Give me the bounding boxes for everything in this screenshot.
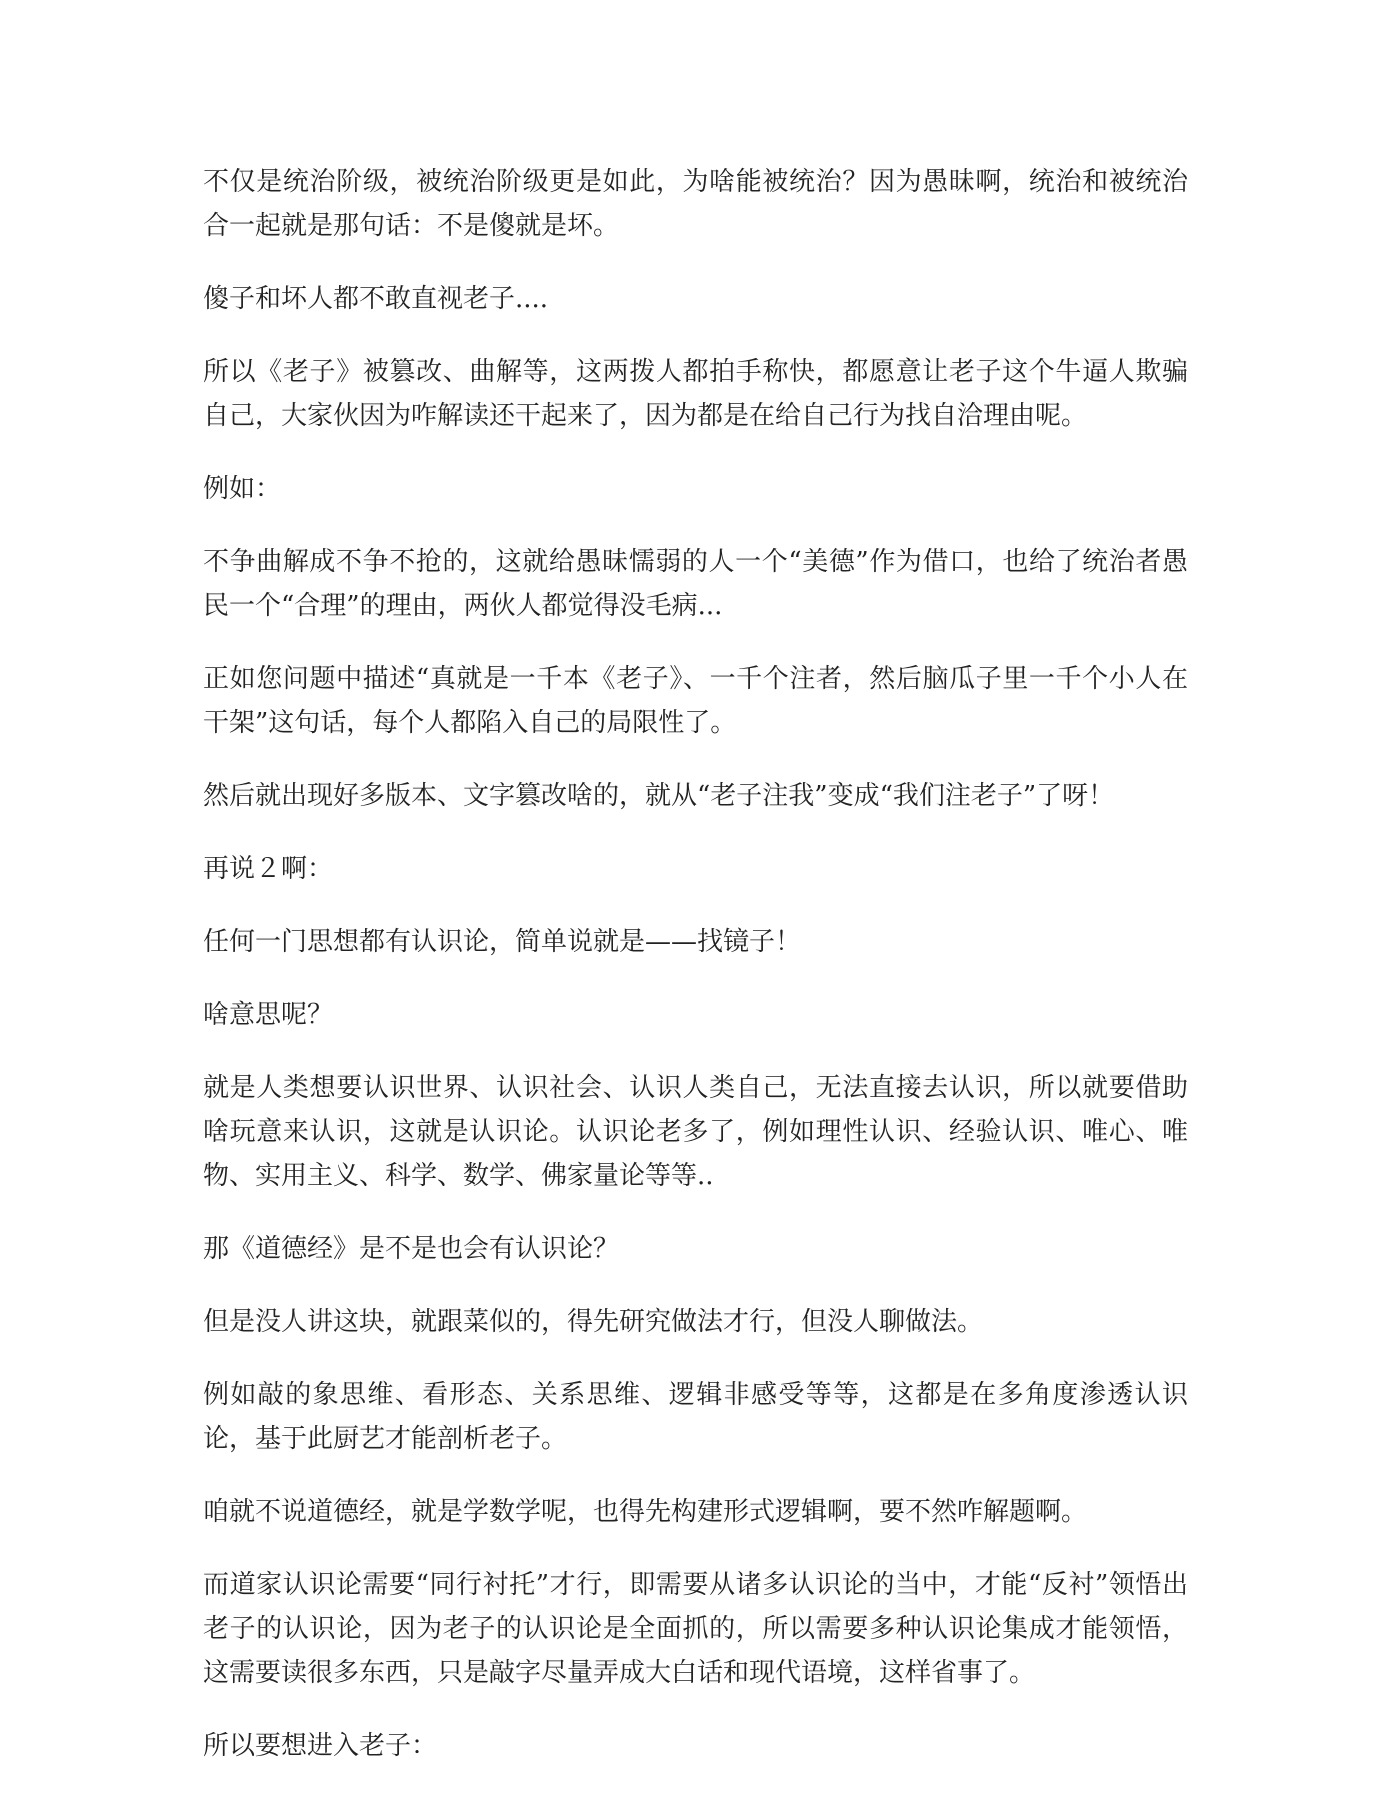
paragraph-10: 啥意思呢？	[203, 1000, 334, 1030]
paragraph-5: 不争曲解成不争不抢的，这就给愚昧懦弱的人一个“美德”作为借口，也给了统治者愚民一个“合理”的理由，两伙人都觉得没毛病...	[203, 547, 1188, 621]
paragraph-13: 但是没人讲这块，就跟菜似的，得先研究做法才行，但没人聊做法。	[203, 1307, 984, 1337]
paragraph-1: 不仅是统治阶级，被统治阶级更是如此，为啥能被统治？因为愚昧啊，统治和被统治合一起就是那句话：不是傻就是坏。	[203, 167, 1188, 241]
paragraph-11: 就是人类想要认识世界、认识社会、认识人类自己，无法直接去认识，所以就要借助啥玩意来认识，这就是认识论。认识论老多了，例如理性认识、经验认识、唯心、唯物、实用主义、科学、数学、佛家量论等等..	[203, 1073, 1188, 1191]
paragraph-17: 所以要想进入老子：	[203, 1731, 438, 1761]
paragraph-8: 再说２啊：	[203, 854, 334, 884]
paragraph-9: 任何一门思想都有认识论，简单说就是——找镜子！	[203, 927, 802, 957]
paragraph-4: 例如：	[203, 474, 282, 504]
paragraph-15: 咱就不说道德经，就是学数学呢，也得先构建形式逻辑啊，要不然咋解题啊。	[203, 1497, 1088, 1527]
paragraph-3: 所以《老子》被篡改、曲解等，这两拨人都拍手称快，都愿意让老子这个牛逼人欺骗自己，大家伙因为咋解读还干起来了，因为都是在给自己行为找自洽理由呢。	[203, 357, 1188, 431]
paragraph-16: 而道家认识论需要“同行衬托”才行，即需要从诸多认识论的当中，才能“反衬”领悟出老子的认识论，因为老子的认识论是全面抓的，所以需要多种认识论集成才能领悟，这需要读很多东西，只是敲字尽量弄成大白话和现代语境，这样省事了。	[203, 1570, 1188, 1688]
paragraph-7: 然后就出现好多版本、文字篡改啥的，就从“老子注我”变成“我们注老子”了呀！	[203, 781, 1115, 811]
paragraph-2: 傻子和坏人都不敢直视老子....	[203, 284, 549, 314]
document-body	[203, 160, 1188, 1768]
paragraph-14: 例如敲的象思维、看形态、关系思维、逻辑非感受等等，这都是在多角度渗透认识论，基于此厨艺才能剖析老子。	[203, 1380, 1188, 1454]
paragraph-12: 那《道德经》是不是也会有认识论？	[203, 1234, 620, 1264]
paragraph-6: 正如您问题中描述“真就是一千本《老子》、一千个注者，然后脑瓜子里一千个小人在干架”这句话，每个人都陷入自己的局限性了。	[203, 664, 1188, 738]
